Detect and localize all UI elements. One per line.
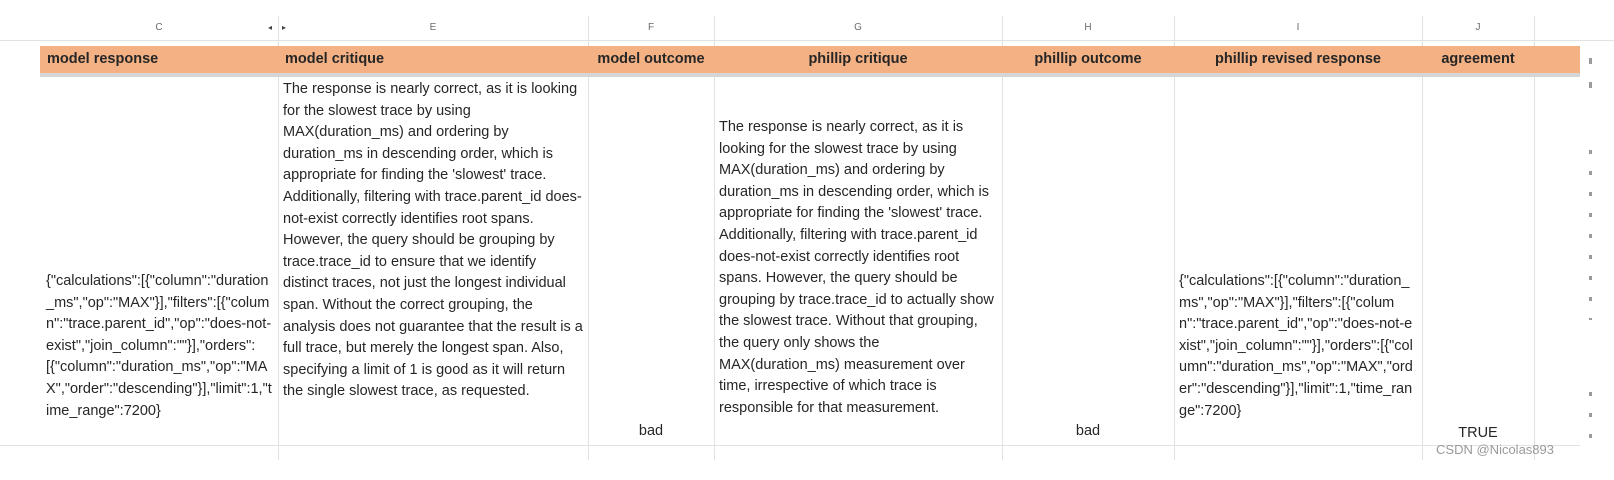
cell-model-critique[interactable]: The response is nearly correct, as it is looking for the slowest trace by using MAX(duration_ms) and ordering by duration_ms in descending order, which is appropriate for finding the 'slowest' trace. Additionally, filtering with trace.parent_id does-not-exist correctly identifies root spans. However, the query should be grouping by trace.trace_id to ensure that we identify distinct traces, not just the longest individual span. Without the correct grouping, the analysis does not guarantee that the result is a full trace, but merely the longest span. Also, specifying a limit of 1 is good as it will return the single slowest trace, as requested. xyxy=(283,81,583,400)
clipped-column-text xyxy=(1589,392,1592,442)
clipped-column-text xyxy=(1589,82,1592,88)
cell-phillip-outcome[interactable]: bad xyxy=(1075,423,1101,439)
header-row xyxy=(40,46,1580,73)
column-letter-label: J xyxy=(1475,22,1481,33)
clipped-column-text xyxy=(1589,150,1592,320)
header-phillip-outcome[interactable]: phillip outcome xyxy=(1034,51,1142,67)
column-letter-h[interactable] xyxy=(1002,16,1174,40)
column-letter-label: I xyxy=(1296,22,1300,33)
grid-line xyxy=(588,16,589,460)
collapse-left-icon[interactable]: ◂ xyxy=(267,23,272,32)
cell-model-outcome[interactable]: bad xyxy=(638,423,664,439)
column-letter-f[interactable] xyxy=(588,16,714,40)
grid-line xyxy=(714,16,715,460)
grid-line xyxy=(0,40,1614,41)
column-letter-e[interactable] xyxy=(278,16,588,40)
clipped-column-text xyxy=(1589,58,1592,64)
grid-line xyxy=(1422,16,1423,460)
header-separator xyxy=(40,73,1580,77)
header-model-response[interactable]: model response xyxy=(47,51,159,67)
grid-line xyxy=(1534,16,1535,460)
column-letter-label: H xyxy=(1084,22,1092,33)
column-letter-j[interactable] xyxy=(1422,16,1534,40)
watermark: CSDN @Nicolas893 xyxy=(1436,442,1554,457)
column-letter-label: E xyxy=(429,22,437,33)
column-letter-label: F xyxy=(647,22,655,33)
cell-phillip-revised-response[interactable]: {"calculations":[{"column":"duration_ms","op":"MAX"}],"filters":[{"column":"trace.parent_id","op":"does-not-exist","join_column":""}],"orders":[{"column":"duration_ms","op":"MAX","order":"descending"}],"limit":1,"time_range":7200} xyxy=(1179,273,1413,419)
header-phillip-revised-response[interactable]: phillip revised response xyxy=(1215,51,1381,67)
column-letter-i[interactable] xyxy=(1174,16,1422,40)
grid-line xyxy=(1002,16,1003,460)
cell-phillip-critique[interactable]: The response is nearly correct, as it is looking for the slowest trace by using MAX(duration_ms) and ordering by duration_ms in descending order, which is appropriate for finding the 'slowest' trace. Additionally, filtering with trace.parent_id does-not-exist correctly identifies root spans. However, the query should be grouping by trace.trace_id to actually show the slowest trace. Without that grouping, the query only shows the MAX(duration_ms) measurement over time, irrespective of which trace is responsible for that measurement. xyxy=(719,119,994,416)
grid-line xyxy=(0,445,1580,446)
column-letter-label: G xyxy=(854,22,862,33)
grid-line xyxy=(1174,16,1175,460)
column-letter-row xyxy=(0,16,1614,40)
cell-agreement[interactable]: TRUE xyxy=(1458,425,1498,441)
expand-right-icon[interactable]: ▸ xyxy=(282,23,287,32)
column-letter-g[interactable] xyxy=(714,16,1002,40)
cell-model-response[interactable]: {"calculations":[{"column":"duration_ms","op":"MAX"}],"filters":[{"column":"trace.parent_id","op":"does-not-exist","join_column":""}],"orders":[{"column":"duration_ms","op":"MAX","order":"descending"}],"limit":1,"time_range":7200} xyxy=(46,273,272,419)
column-letter-label: C xyxy=(155,22,163,33)
header-model-outcome[interactable]: model outcome xyxy=(597,51,705,67)
column-letter-c[interactable] xyxy=(40,16,278,40)
header-model-critique[interactable]: model critique xyxy=(285,51,385,67)
grid-line xyxy=(278,16,279,460)
header-phillip-critique[interactable]: phillip critique xyxy=(808,51,908,67)
header-agreement[interactable]: agreement xyxy=(1441,51,1515,67)
